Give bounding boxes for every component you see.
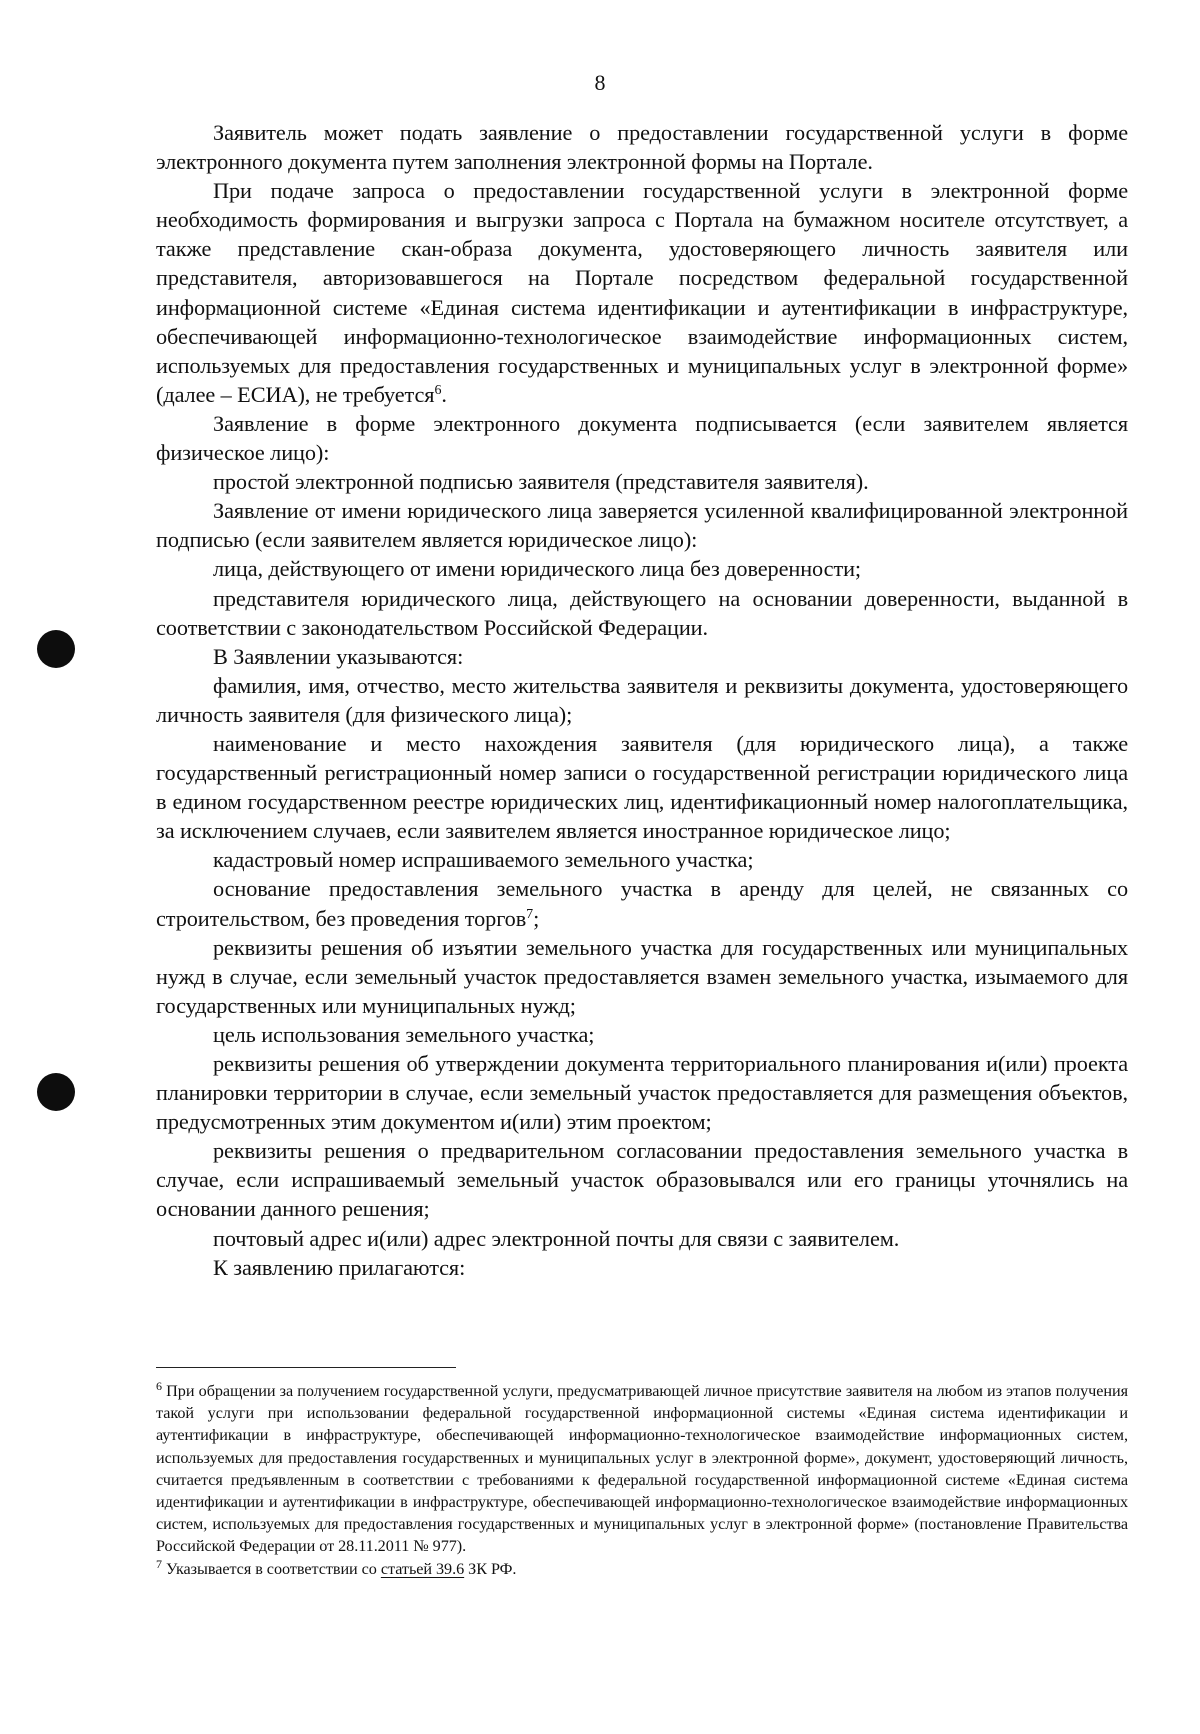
paragraph-esia [156,176,1128,409]
list-item-land-use-purpose: цель использования земельного участка; [213,1021,595,1047]
footnote-7-text-before: Указывается в соответствии со [165,1559,381,1578]
footnote-ref-6-tail: . [441,381,447,407]
list-item-lease-basis-text: основание предоставления земельного участка в аренду для целей, не связанных со строительством, без проведения торгов [156,876,1128,931]
paragraph-electronic-submission: Заявитель может подать заявление о предоставлении государственной услуги в форме электронного документа путем заполнения электронной формы на Портале. [156,120,1128,175]
list-item-postal-address: почтовый адрес и(или) адрес электронной почты для связи с заявителем. [213,1225,900,1251]
code-article-link[interactable]: статьей 39.6 [380,1559,465,1578]
footnote-7-text-after: ЗК РФ. [464,1559,517,1578]
footnotes [156,1380,1128,1580]
punch-hole-mark [37,1073,75,1111]
footnote-separator [156,1367,456,1368]
page-number: 8 [594,70,606,95]
body-text [156,118,1128,1282]
paragraph-without-power-of-attorney: лица, действующего от имени юридического лица без доверенности; [213,556,862,582]
list-item-preliminary-approval: реквизиты решения о предварительном согласовании предоставления земельного участка в случае, если испрашиваемый земельный участок образовывался или его границы уточнялись на основании данного решения; [156,1138,1128,1222]
footnote-7 [156,1558,1128,1580]
paragraph-legal-entity-signature: Заявление от имени юридического лица заверяется усиленной квалифицированной электронной подписью (если заявителем является юридическое лицо): [156,498,1128,553]
list-item-organization-name: наименование и место нахождения заявителя (для юридического лица), а также государственный регистрационный номер записи о государственной регистрации юридического лица в едином государственном реестре юридических лиц, идентификационный номер налогоплательщика, за исключением случаев, если заявителем является иностранное юридическое лицо; [156,730,1128,844]
punch-hole-mark [37,630,75,668]
footnote-ref-7[interactable]: 7 [526,906,534,922]
footnote-ref-7-tail: ; [533,905,540,931]
footnote-6-text: При обращении за получением государственной услуги, предусматривающей личное присутствие заявителя на любом из этапов получения такой услуги при использовании федеральной государственной информационной системы «Единая система идентификации и аутентификации в инфраструктуре, обеспечивающей информационно-технологическое взаимодействие информационных систем, используемых для предоставления государственных и муниципальных услуг в электронной форме», документ, удостоверяющий личность, считается предъявленным в соответствии с требованиями к федеральной государственной информационной системе «Единая система идентификации и аутентификации в инфраструктуре, обеспечивающей информационно-технологическое взаимодействие информационных систем, используемых для предоставления государственных и муниципальных услуг в электронной форме» (постановление Правительства Российской Федерации от 28.11.2011 № 977). [156,1382,1128,1556]
list-item-planning-decision: реквизиты решения об утверждении документа территориального планирования и(или) проекта планировки территории в случае, если земельный участок предоставляется для размещения объектов, предусмотренных этим документом и(или) этим проектом; [156,1051,1128,1135]
list-item-seizure-decision: реквизиты решения об изъятии земельного участка для государственных или муниципальных нужд в случае, если земельный участок предоставляется взамен земельного участка, изымаемого для государственных или муниципальных нужд; [156,934,1128,1018]
paragraph-attachments: К заявлению прилагаются: [213,1254,466,1280]
footnote-6 [156,1380,1128,1558]
list-item-lease-basis [156,874,1128,932]
list-item-full-name: фамилия, имя, отчество, место жительства заявителя и реквизиты документа, удостоверяющего личность заявителя (для физического лица); [156,672,1128,727]
paragraph-signature-individual: Заявление в форме электронного документа подписывается (если заявителем является физическое лицо): [156,410,1128,466]
paragraph-esia-text: При подаче запроса о предоставлении государственной услуги в электронной форме необходимость формирования и выгрузки запроса с Портала на бумажном носителе отсутствует, а также представление скан-образа документа, удостоверяющего личность заявителя или представителя, авторизовавшегося на Портале посредством федеральной государственной информационной системе «Единая система идентификации и аутентификации в инфраструктуре, обеспечивающей информационно-технологическое взаимодействие информационных систем, используемых для предоставления государственных и муниципальных услуг в электронной форме» (далее – ЕСИА), не требуется [156,178,1128,407]
list-item-cadastral-number: кадастровый номер испрашиваемого земельного участка; [213,847,754,873]
footnote-6-mark: 6 [156,1379,162,1393]
footnote-ref-6[interactable]: 6 [434,382,442,398]
paragraph-simple-signature: простой электронной подписью заявителя (представителя заявителя). [213,469,869,495]
paragraph-representative: представителя юридического лица, действующего на основании доверенности, выданной в соответствии с законодательством Российской Федерации. [156,585,1128,640]
footnote-7-mark: 7 [156,1556,162,1571]
paragraph-application-contents: В Заявлении указываются: [213,643,464,669]
